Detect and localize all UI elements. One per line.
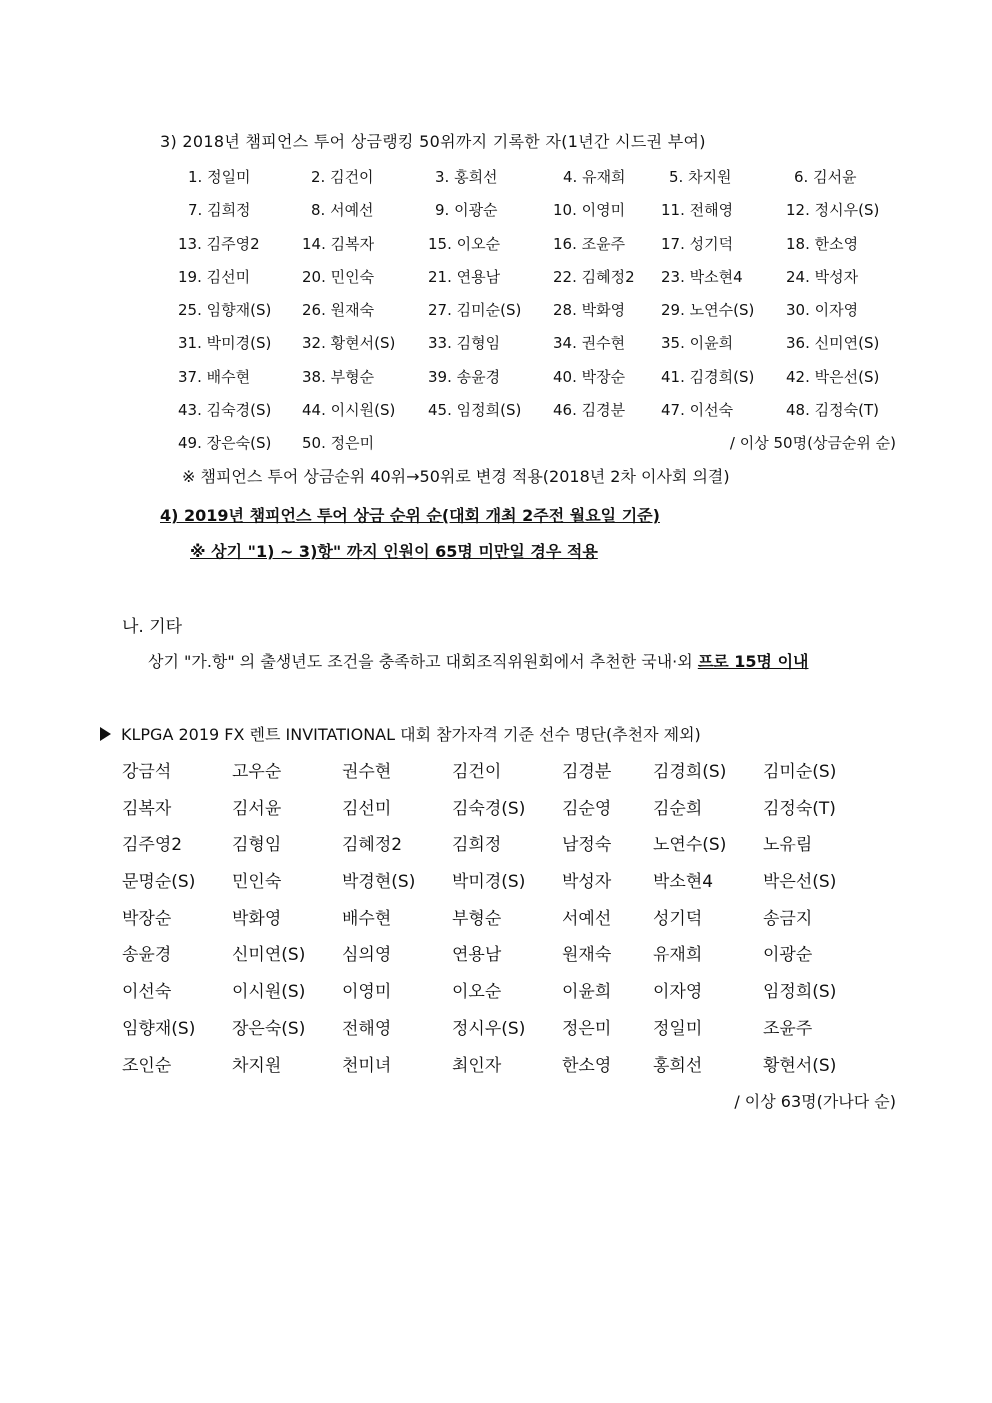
player-name: 황현서(S) — [763, 1055, 837, 1076]
ranking-change-note: ※ 챔피언스 투어 상금순위 40위→50위로 변경 적용(2018년 2차 이사회 의결) — [182, 467, 730, 486]
ranking-entry: 48. 김정숙(T) — [786, 401, 879, 420]
player-name: 노연수(S) — [653, 835, 727, 856]
klpga-list-title-text: KLPGA 2019 FX 렌트 INVITATIONAL 대회 참가자격 기준 선수 명단(추천자 제외) — [121, 725, 701, 744]
ranking-entry: 15. 이오순 — [428, 234, 501, 253]
player-name: 김순영 — [562, 798, 612, 819]
ranking-entry: 3. 홍희선 — [435, 168, 498, 186]
ranking-entry: 10. 이영미 — [553, 201, 626, 220]
ranking-entry: 44. 이시원(S) — [302, 401, 396, 420]
player-name: 송금지 — [763, 908, 813, 929]
player-name: 유재희 — [653, 945, 703, 966]
ranking-entry: 47. 이선숙 — [661, 401, 734, 420]
ranking-entry: 41. 김경희(S) — [661, 367, 755, 386]
player-name: 성기덕 — [653, 908, 703, 929]
ranking-entry: 46. 김경분 — [553, 401, 626, 420]
player-name: 이윤희 — [562, 982, 612, 1003]
ranking-entry: 35. 이윤희 — [661, 334, 734, 353]
player-name: 조윤주 — [763, 1018, 813, 1039]
player-names-grid — [122, 757, 902, 1087]
name-row — [122, 977, 902, 1014]
ranking-entry: 39. 송윤경 — [428, 367, 501, 386]
ranking-entry: 31. 박미경(S) — [178, 334, 272, 353]
name-row — [122, 1014, 902, 1051]
ranking-entry: 43. 김숙경(S) — [178, 401, 272, 420]
ranking-row — [178, 266, 896, 299]
ranking-entry: 30. 이자영 — [786, 301, 859, 320]
ranking-entry: 21. 연용남 — [428, 267, 501, 286]
player-name: 이영미 — [342, 982, 392, 1003]
name-row — [122, 1051, 902, 1088]
player-name: 배수현 — [342, 908, 392, 929]
player-name: 고우순 — [232, 762, 282, 782]
player-name: 박은선(S) — [763, 872, 837, 893]
player-name: 김희정 — [452, 835, 502, 856]
player-name: 정시우(S) — [452, 1018, 526, 1039]
section-other-emphasis: 프로 15명 이내 — [697, 652, 809, 671]
player-name: 박장순 — [122, 908, 172, 929]
player-name: 이시원(S) — [232, 982, 306, 1003]
ranking-row — [178, 432, 896, 465]
player-name: 이광순 — [763, 945, 813, 966]
player-name: 김선미 — [342, 798, 392, 819]
ranking-entry: 25. 임향재(S) — [178, 301, 272, 320]
ranking-entry: 12. 정시우(S) — [786, 201, 880, 220]
player-name: 김형임 — [232, 835, 282, 856]
name-row — [122, 830, 902, 867]
ranking-entry: 40. 박장순 — [553, 367, 626, 386]
player-name: 서예선 — [562, 908, 612, 929]
player-name: 전해영 — [342, 1018, 392, 1039]
ranking-entry: 45. 임정희(S) — [428, 401, 522, 420]
ranking-entry: 50. 정은미 — [302, 434, 375, 453]
player-name: 박소현4 — [653, 872, 714, 893]
ranking-entry: 7. 김희정 — [188, 201, 251, 220]
player-name: 박성자 — [562, 872, 612, 893]
player-name: 강금석 — [122, 762, 172, 782]
player-name: 임향재(S) — [122, 1018, 196, 1039]
ranking-row — [178, 399, 896, 432]
player-name: 박화영 — [232, 908, 282, 929]
section4-note: ※ 상기 "1) ~ 3)항" 까지 인원이 65명 미만일 경우 적용 — [190, 542, 598, 561]
section-other-text: 상기 "가.항" 의 출생년도 조건을 충족하고 대회조직위원회에서 추천한 국내·외 — [148, 652, 698, 671]
player-name: 장은숙(S) — [232, 1018, 306, 1039]
klpga-list-title — [100, 722, 701, 745]
player-name: 김경분 — [562, 762, 612, 782]
ranking-entry: 33. 김형임 — [428, 334, 501, 353]
player-name: 정은미 — [562, 1018, 612, 1039]
ranking-entry: 32. 황현서(S) — [302, 334, 396, 353]
name-row — [122, 940, 902, 977]
player-name: 송윤경 — [122, 945, 172, 966]
player-name: 김복자 — [122, 798, 172, 819]
ranking-entry: 4. 유재희 — [563, 168, 626, 186]
player-name: 심의영 — [342, 945, 392, 966]
triangle-bullet-icon — [100, 727, 111, 741]
ranking-entry: 6. 김서윤 — [794, 168, 857, 186]
player-name: 박경현(S) — [342, 872, 416, 893]
section-other-body — [148, 649, 809, 672]
player-name: 홍희선 — [653, 1055, 703, 1076]
player-name: 김혜정2 — [342, 835, 403, 856]
ranking-entry: 14. 김복자 — [302, 234, 375, 253]
player-name: 김숙경(S) — [452, 798, 526, 819]
player-name: 천미녀 — [342, 1055, 392, 1076]
player-name: 최인자 — [452, 1055, 502, 1076]
name-row — [122, 794, 902, 831]
ranking-entry: 26. 원재숙 — [302, 301, 375, 320]
ranking-total: / 이상 50명(상금순위 순) — [729, 434, 896, 453]
player-name: 김순희 — [653, 798, 703, 819]
ranking-entry: 36. 신미연(S) — [786, 334, 880, 353]
player-list-total: / 이상 63명(가나다 순) — [734, 1092, 896, 1111]
player-name: 이오순 — [452, 982, 502, 1003]
ranking-entry: 23. 박소현4 — [661, 267, 743, 286]
player-name: 한소영 — [562, 1055, 612, 1076]
player-name: 신미연(S) — [232, 945, 306, 966]
section-other-heading: 나. 기타 — [122, 617, 183, 637]
ranking-row — [178, 366, 896, 399]
player-name: 김정숙(T) — [763, 798, 836, 819]
ranking-entry: 9. 이광순 — [435, 201, 498, 220]
section4-heading: 4) 2019년 챔피언스 투어 상금 순위 순(대회 개최 2주전 월요일 기준) — [160, 506, 660, 525]
ranking-entry: 38. 부형순 — [302, 367, 375, 386]
ranking-entry: 24. 박성자 — [786, 267, 859, 286]
player-name: 김미순(S) — [763, 762, 837, 782]
ranking-entry: 13. 김주영2 — [178, 234, 260, 253]
ranking-entry: 20. 민인숙 — [302, 267, 375, 286]
ranking-entry: 5. 차지원 — [669, 168, 732, 186]
name-row — [122, 757, 902, 794]
player-name: 김건이 — [452, 762, 502, 782]
ranking-entry: 28. 박화영 — [553, 301, 626, 320]
ranking-entry: 1. 정일미 — [188, 168, 251, 186]
ranking-entry: 42. 박은선(S) — [786, 367, 880, 386]
ranking-row — [178, 199, 896, 232]
player-name: 차지원 — [232, 1055, 282, 1076]
ranking-entry: 49. 장은숙(S) — [178, 434, 272, 453]
ranking-entry: 2. 김건이 — [311, 168, 374, 186]
player-name: 노유림 — [763, 835, 813, 856]
ranking-entry: 17. 성기덕 — [661, 234, 734, 253]
player-name: 민인숙 — [232, 872, 282, 893]
player-name: 연용남 — [452, 945, 502, 966]
player-name: 조인순 — [122, 1055, 172, 1076]
player-name: 박미경(S) — [452, 872, 526, 893]
ranking-entry: 22. 김혜정2 — [553, 267, 635, 286]
player-name: 김서윤 — [232, 798, 282, 819]
ranking-entry: 34. 권수현 — [553, 334, 626, 353]
player-name: 권수현 — [342, 762, 392, 782]
player-name: 정일미 — [653, 1018, 703, 1039]
player-name: 김주영2 — [122, 835, 183, 856]
ranking-entry: 16. 조윤주 — [553, 234, 626, 253]
ranking-grid — [178, 166, 896, 466]
player-name: 남정숙 — [562, 835, 612, 856]
player-name: 부형순 — [452, 908, 502, 929]
ranking-entry: 19. 김선미 — [178, 267, 251, 286]
name-row — [122, 904, 902, 941]
ranking-row — [178, 332, 896, 365]
ranking-entry: 11. 전해영 — [661, 201, 734, 220]
player-name: 임정희(S) — [763, 982, 837, 1003]
player-name: 이자영 — [653, 982, 703, 1003]
ranking-entry: 18. 한소영 — [786, 234, 859, 253]
name-row — [122, 867, 902, 904]
player-name: 이선숙 — [122, 982, 172, 1003]
ranking-entry: 27. 김미순(S) — [428, 301, 522, 320]
ranking-entry: 8. 서예선 — [311, 201, 374, 220]
ranking-row — [178, 233, 896, 266]
ranking-entry: 29. 노연수(S) — [661, 301, 755, 320]
player-name: 원재숙 — [562, 945, 612, 966]
ranking-row — [178, 299, 896, 332]
player-name: 김경희(S) — [653, 762, 727, 782]
player-name: 문명순(S) — [122, 872, 196, 893]
section3-heading: 3) 2018년 챔피언스 투어 상금랭킹 50위까지 기록한 자(1년간 시드권 부여) — [160, 132, 706, 151]
ranking-row — [178, 166, 896, 199]
ranking-entry: 37. 배수현 — [178, 367, 251, 386]
